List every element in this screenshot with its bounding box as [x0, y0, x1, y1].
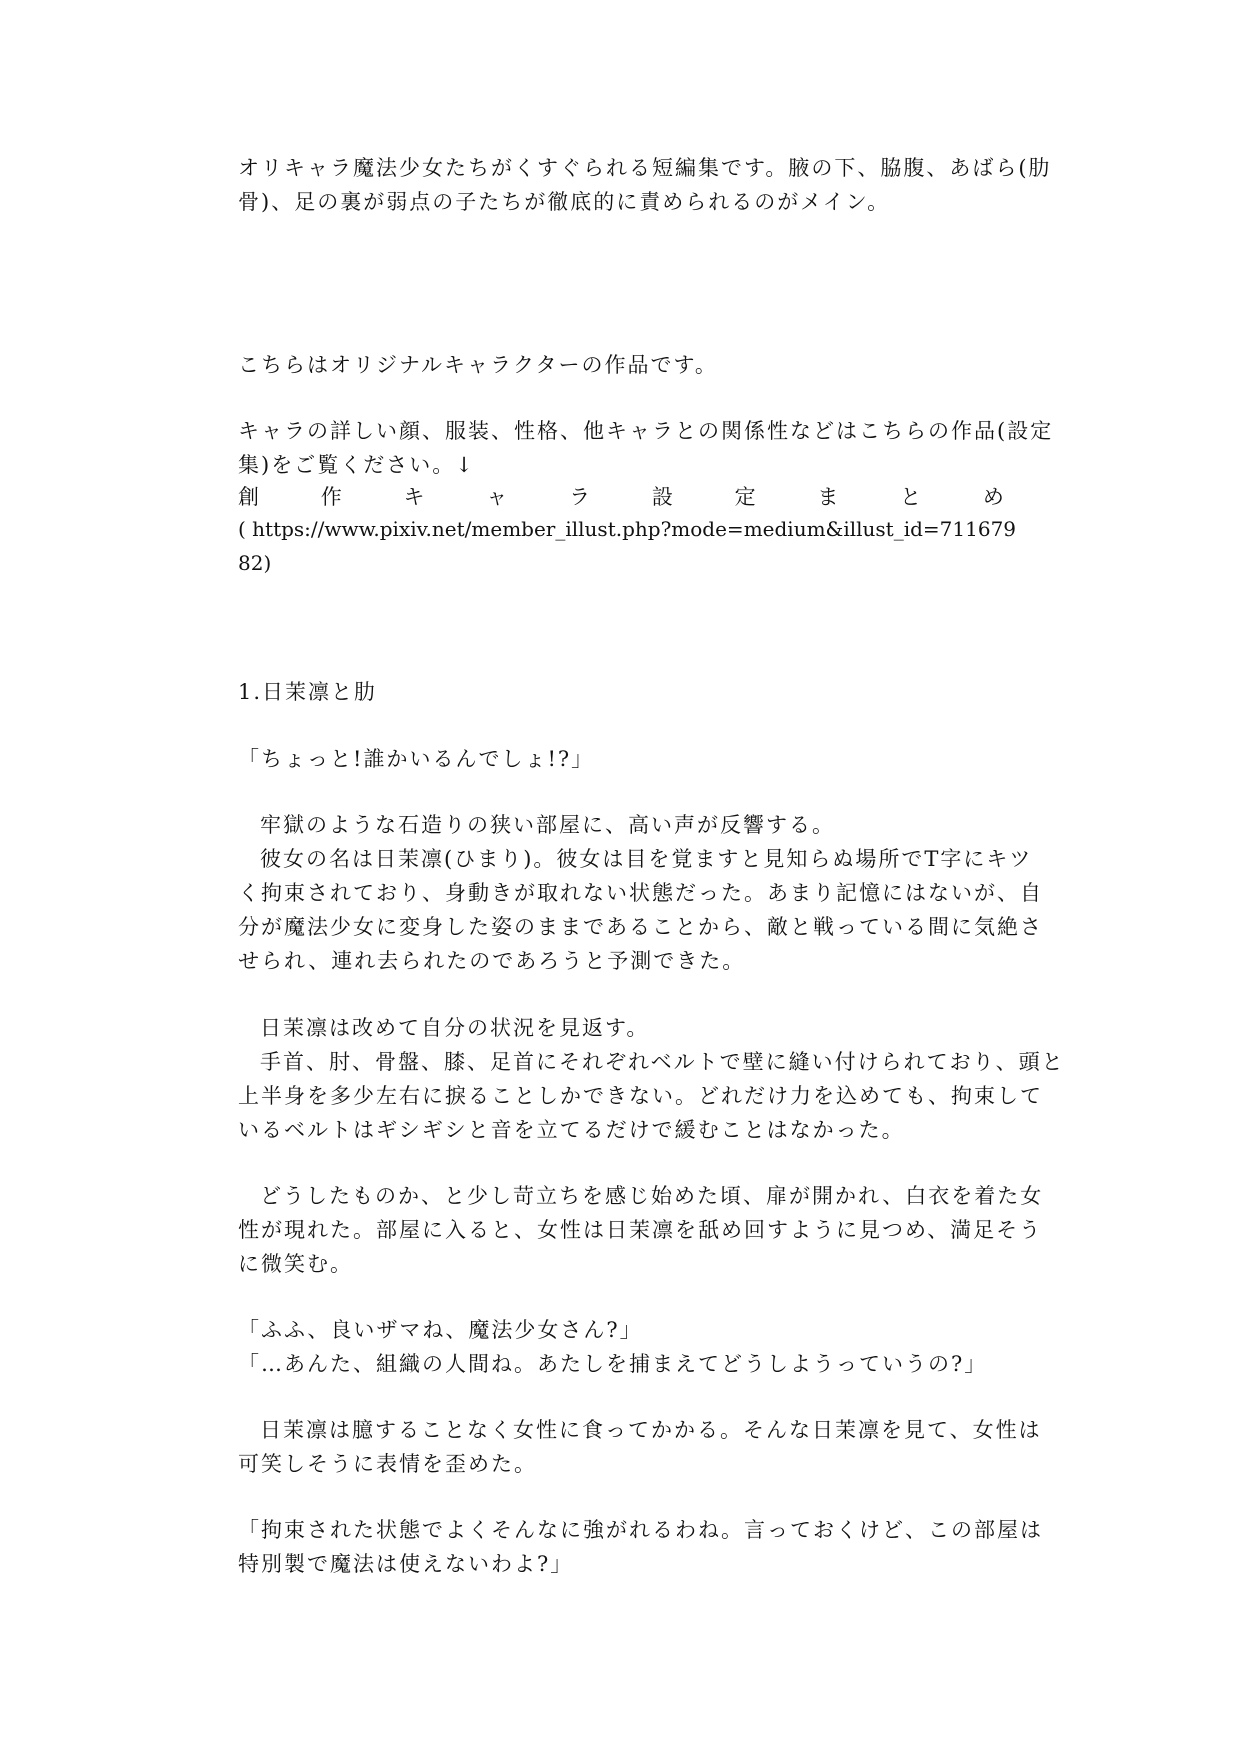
story-line: 可笑しそうに表情を歪めた。 [238, 1452, 537, 1476]
link-char: 定 [734, 485, 756, 509]
chapter-title: 1.日茉凛と肋 [238, 680, 378, 704]
story-line: いるベルトはギシギシと音を立てるだけで緩むことはなかった。 [238, 1118, 905, 1142]
story-line: 日茉凛は改めて自分の状況を見返す。 [260, 1016, 650, 1040]
link-char: ま [817, 485, 839, 509]
intro-line-2: 骨)、足の裏が弱点の子たちが徹底的に責められるのがメイン。 [238, 190, 891, 214]
settings-line-1: キャラの詳しい顔、服装、性格、他キャラとの関係性などはこちらの作品(設定 [238, 419, 1054, 443]
intro-line-1: オリキャラ魔法少女たちがくすぐられる短編集です。腋の下、脇腹、あばら(肋 [238, 156, 1052, 180]
story-line: 日茉凛は臆することなく女性に食ってかかる。そんな日茉凛を見て、女性は [260, 1418, 1042, 1442]
story-line: どうしたものか、と少し苛立ちを感じ始めた頃、扉が開かれ、白衣を着た女 [260, 1184, 1044, 1208]
link-char: ラ [569, 485, 591, 509]
story-line: 牢獄のような石造りの狭い部屋に、高い声が反響する。 [260, 813, 835, 837]
link-char: 設 [651, 485, 673, 509]
story-line: せられ、連れ去られたのであろうと予測できた。 [238, 949, 746, 973]
link-char: 作 [320, 485, 342, 509]
story-line: 性が現れた。部屋に入ると、女性は日茉凛を舐め回すように見つめ、満足そう [238, 1218, 1043, 1242]
settings-line-2: 集)をご覧ください。↓ [238, 453, 475, 477]
story-line: 彼女の名は日茉凛(ひまり)。彼女は目を覚ますと見知らぬ場所でT字にキツ [260, 847, 1033, 871]
original-character-notice: こちらはオリジナルキャラクターの作品です。 [238, 353, 718, 377]
link-char: キ [403, 485, 425, 509]
link-char: ャ [486, 485, 508, 509]
settings-url-line-2[interactable]: 82) [238, 551, 272, 575]
story-line: に微笑む。 [238, 1252, 353, 1276]
link-char: と [900, 485, 922, 509]
story-line: 「ちょっと!誰かいるんでしょ!?」 [238, 747, 595, 771]
document-page [238, 0, 1065, 1754]
story-line: 上半身を多少左右に捩ることしかできない。どれだけ力を込めても、拘束して [238, 1084, 1043, 1108]
settings-link-title[interactable] [238, 480, 1004, 514]
story-line: 「拘束された状態でよくそんなに強がれるわね。言っておくけど、この部屋は [238, 1518, 1043, 1542]
link-char: め [982, 485, 1004, 509]
story-line: 「…あんた、組織の人間ね。あたしを捕まえてどうしようっていうの?」 [238, 1352, 988, 1376]
link-char: 創 [238, 485, 259, 509]
story-line: 分が魔法少女に変身した姿のままであることから、敵と戦っている間に気絶さ [238, 915, 1043, 939]
story-line: 「ふふ、良いザマね、魔法少女さん?」 [238, 1318, 643, 1342]
story-line: 手首、肘、骨盤、膝、足首にそれぞれベルトで壁に縫い付けられており、頭と [260, 1050, 1065, 1074]
story-line: く拘束されており、身動きが取れない状態だった。あまり記憶にはないが、自 [238, 881, 1043, 905]
story-line: 特別製で魔法は使えないわよ?」 [238, 1552, 574, 1576]
settings-url-line-1[interactable]: ( https://www.pixiv.net/member_illust.php?mode=medium&illust_id=711679 [238, 517, 1017, 541]
